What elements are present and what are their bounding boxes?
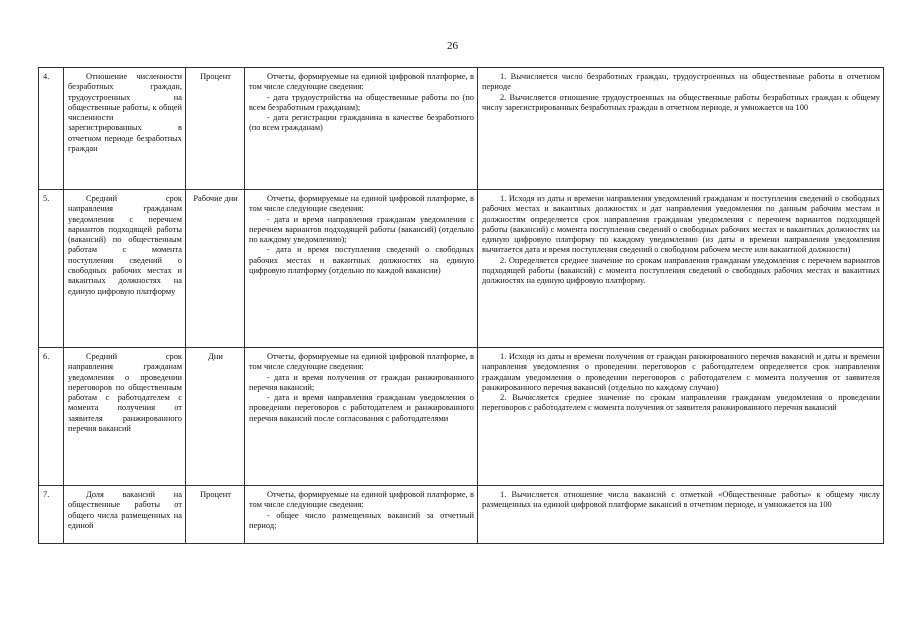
unit-cell: Рабочие дни bbox=[186, 190, 245, 348]
row-number: 7. bbox=[39, 486, 64, 544]
indicator-name: Средний срок направления гражданам уведомления о проведении переговоров по общественным работам с работодателем с момента получения от заявителя ранжированного перечня вакансий bbox=[64, 348, 186, 486]
indicator-name: Доля вакансий на общественные работы от общего числа размещенных на единой bbox=[64, 486, 186, 544]
indicator-table bbox=[38, 67, 884, 544]
data-source-cell: Отчеты, формируемые на единой цифровой платформе, в том числе следующие сведения: - дата и время направления гражданам уведомления с перечнем вариантов подходящей работы (вакансий) (отдельно по каждому уведомлению); - дата и время поступления сведений о свободных рабочих местах и вакантных должностях на единую цифровую платформу (отдельно по каждой вакансии) bbox=[245, 190, 478, 348]
method-cell: 1. Вычисляется отношение числа вакансий с отметкой «Общественные работы» к общему числу размещенных на единой цифровой платформе вакансий в отчетном периоде, и умножается на 100 bbox=[478, 486, 884, 544]
page-number: 26 bbox=[447, 40, 458, 52]
data-source-cell: Отчеты, формируемые на единой цифровой платформе, в том числе следующие сведения: - общее число размещенных вакансий за отчетный период; bbox=[245, 486, 478, 544]
table-row bbox=[39, 348, 884, 486]
unit-cell: Процент bbox=[186, 486, 245, 544]
row-number: 6. bbox=[39, 348, 64, 486]
indicator-name: Средний срок направления гражданам уведомления с перечнем вариантов подходящей работы (вакансий) по общественным работам с момента поступления сведений о свободных рабочих местах и вакантных должностях на единую цифровую платформу bbox=[64, 190, 186, 348]
method-cell: 1. Исходя из даты и времени направления уведомлений гражданам и поступления сведений о свободных рабочих местах и вакантных должностях и дат направления уведомления по данным рабочим местам и должностям определяется срок направления гражданам уведомления с перечнем вариантов подходящей работы (вакансий) с момента поступления сведений о свободных рабочих местах и вакантных должностях на единую цифровую платформу по каждому уведомлению (из даты и времени направления уведомления вычитается дата и время поступления сведений о свободном рабочем месте или вакантной должности) 2. Определяется среднее значение по срокам направления гражданам уведомления с перечнем вариантов подходящей работы (вакансий) с момента поступления сведений о свободных рабочих местах и вакантных должностях на единую цифровую платформу. bbox=[478, 190, 884, 348]
data-source-cell: Отчеты, формируемые на единой цифровой платформе, в том числе следующие сведения: - дата трудоустройства на общественные работы по (по всем безработным гражданам); - дата регистрации гражданина в качестве безработного (по всем гражданам) bbox=[245, 68, 478, 190]
unit-cell: Процент bbox=[186, 68, 245, 190]
row-number: 5. bbox=[39, 190, 64, 348]
indicator-name: Отношение численности безработных граждан, трудоустроенных на общественные работы, к общей численности зарегистрированных в отчетном периоде безработных граждан bbox=[64, 68, 186, 190]
table-row bbox=[39, 486, 884, 544]
data-source-cell: Отчеты, формируемые на единой цифровой платформе, в том числе следующие сведения: - дата и время получения от граждан ранжированного перечня вакансий; - дата и время направления гражданам уведомления о проведении переговоров с работодателем и ранжированного перечня вакансий после согласования с работодателями bbox=[245, 348, 478, 486]
unit-cell: Дни bbox=[186, 348, 245, 486]
table-row bbox=[39, 190, 884, 348]
table-row bbox=[39, 68, 884, 190]
method-cell: 1. Вычисляется число безработных граждан, трудоустроенных на общественные работы в отчетном периоде 2. Вычисляется отношение трудоустроенных на общественные работы безработных граждан к общему числу зарегистрированных безработных граждан в отчетном периоде, и умножается на 100 bbox=[478, 68, 884, 190]
row-number: 4. bbox=[39, 68, 64, 190]
method-cell: 1. Исходя из даты и времени получения от граждан ранжированного перечня вакансий и даты и времени направления уведомления о проведении переговоров с работодателем определяется срок направления гражданам уведомления о проведении переговоров с работодателем с момента получения от заявителя ранжированного перечня вакансий (отдельно по каждому случаю) 2. Вычисляется среднее значение по срокам направления гражданам уведомления о проведении переговоров с работодателем с момента получения от заявителя ранжированного перечня вакансий bbox=[478, 348, 884, 486]
